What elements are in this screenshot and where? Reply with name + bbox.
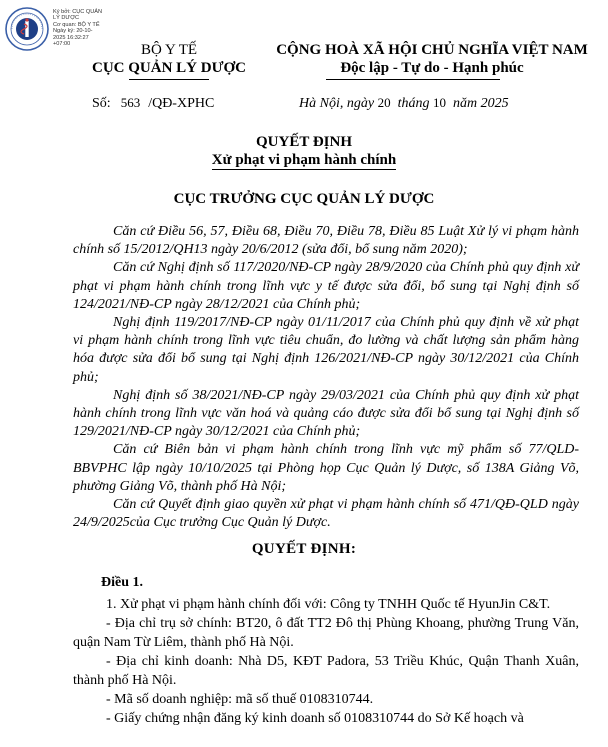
legal-basis-paragraph: Căn cứ Quyết định giao quyền xử phạt vi phạm hành chính số 471/QĐ-QLD ngày 24/9/2025của Cục trưởng Cục Quản lý Dược. xyxy=(73,497,579,531)
legal-basis-paragraph: Căn cứ Điều 56, 57, Điều 68, Điều 70, Điều 78, Điều 85 Luật Xử lý vi phạm hành chính số 15/2012/QH13 ngày 20/6/2012 (sửa đổi, bổ sung năm 2020); xyxy=(73,224,579,258)
ministry-name: BỘ Y TẾ xyxy=(140,42,198,58)
legal-basis-paragraph: Nghị định 119/2017/NĐ-CP ngày 01/11/2017 của Chính phủ quy định về xử phạt vi phạm hành chính trong lĩnh vực tiêu chuẩn, đo lường và chất lượng sản phẩm hàng hóa được sửa đổi bổ sung tại Nghị định 126/2021/NĐ-CP ngày 30/12/2021 của Chính phủ; xyxy=(73,315,579,385)
legal-basis-paragraph: Nghị định số 38/2021/NĐ-CP ngày 29/03/2021 của Chính phủ quy định xử phạt hành chính trong lĩnh vực văn hoá và quảng cáo được sửa đổi bổ sung tại Nghị định số 129/2021/NĐ-CP ngày 30/12/2021 của Chính phủ; xyxy=(73,387,579,440)
doc-number-value: 563 xyxy=(120,95,141,110)
doc-number-label: Số: xyxy=(92,96,111,111)
date-prefix: Hà Nội, ngày xyxy=(299,96,375,111)
date-month-label: tháng xyxy=(397,96,430,111)
article-item: - Mã số doanh nghiệp: mã số thuế 0108310744. xyxy=(106,692,374,707)
decision-heading: QUYẾT ĐỊNH: xyxy=(251,541,357,557)
legal-basis-paragraph: Căn cứ Biên bản vi phạm hành chính trong lĩnh vực mỹ phẩm số 77/QLD-BBVPHC lập ngày 10/10/2025 tại Phòng họp Cục Quản lý Dược, số 138A Giảng Võ, phường Giảng Võ, thành phố Hà Nội; xyxy=(73,442,579,494)
doc-number-code: /QĐ-XPHC xyxy=(148,96,215,111)
legal-basis-paragraph: Căn cứ Nghị định số 117/2020/NĐ-CP ngày 28/9/2020 của Chính phủ quy định xử phạt vi phạm hành chính trong lĩnh vực y tế được sửa đổi, bổ sung tại Nghị định số 124/2021/NĐ-CP ngày 28/12/2021 của Chính phủ; xyxy=(73,260,579,312)
document-subject-text: Xử phạt vi phạm hành chính xyxy=(211,152,397,168)
article-body xyxy=(73,595,579,728)
article-item: - Địa chỉ trụ sở chính: BT20, ô đất TT2 Đô thị Phùng Khoang, phường Trung Văn, quận Nam Từ Liêm, thành phố Hà Nội. xyxy=(73,616,579,650)
signature-line: 2025 16:32:27 xyxy=(53,34,89,41)
date-month: 10 xyxy=(432,95,446,110)
agency-underline xyxy=(129,79,209,80)
agency-name: CỤC QUẢN LÝ DƯỢC xyxy=(91,60,247,76)
signature-line: Cơ quan: BỘ Y TẾ xyxy=(53,21,100,28)
issue-date xyxy=(299,94,509,113)
national-motto: Độc lập - Tự do - Hạnh phúc xyxy=(340,60,524,76)
country-name: CỘNG HOÀ XÃ HỘI CHỦ NGHĨA VIỆT NAM xyxy=(276,42,588,58)
legal-basis xyxy=(73,223,579,532)
article-label: Điều 1. xyxy=(101,575,143,590)
date-year: năm 2025 xyxy=(452,96,509,111)
document-number xyxy=(92,94,214,113)
signature-line: +07:00 xyxy=(53,41,71,48)
signature-line: LÝ DƯỢC xyxy=(53,15,80,22)
signature-line: Ngày ký: 20-10- xyxy=(53,28,93,35)
document-subject xyxy=(0,151,608,169)
ministry-seal-icon xyxy=(5,7,49,51)
document-type-title: QUYẾT ĐỊNH xyxy=(256,134,352,150)
article-item: - Địa chỉ kinh doanh: Nhà D5, KĐT Padora, 53 Triều Khúc, Quận Thanh Xuân, thành phố Hà Nội. xyxy=(73,654,579,688)
motto-underline xyxy=(326,79,500,80)
signature-line: Ký bởi: CỤC QUẢN xyxy=(53,9,103,15)
article-item: - Giấy chứng nhận đăng ký kinh doanh số 0108310744 do Sở Kế hoạch và xyxy=(106,711,524,726)
date-day: 20 xyxy=(377,95,391,110)
issuing-authority: CỤC TRƯỞNG CỤC QUẢN LÝ DƯỢC xyxy=(173,191,435,207)
article-item: 1. Xử phạt vi phạm hành chính đối với: Công ty TNHH Quốc tế HyunJin C&T. xyxy=(106,597,551,612)
